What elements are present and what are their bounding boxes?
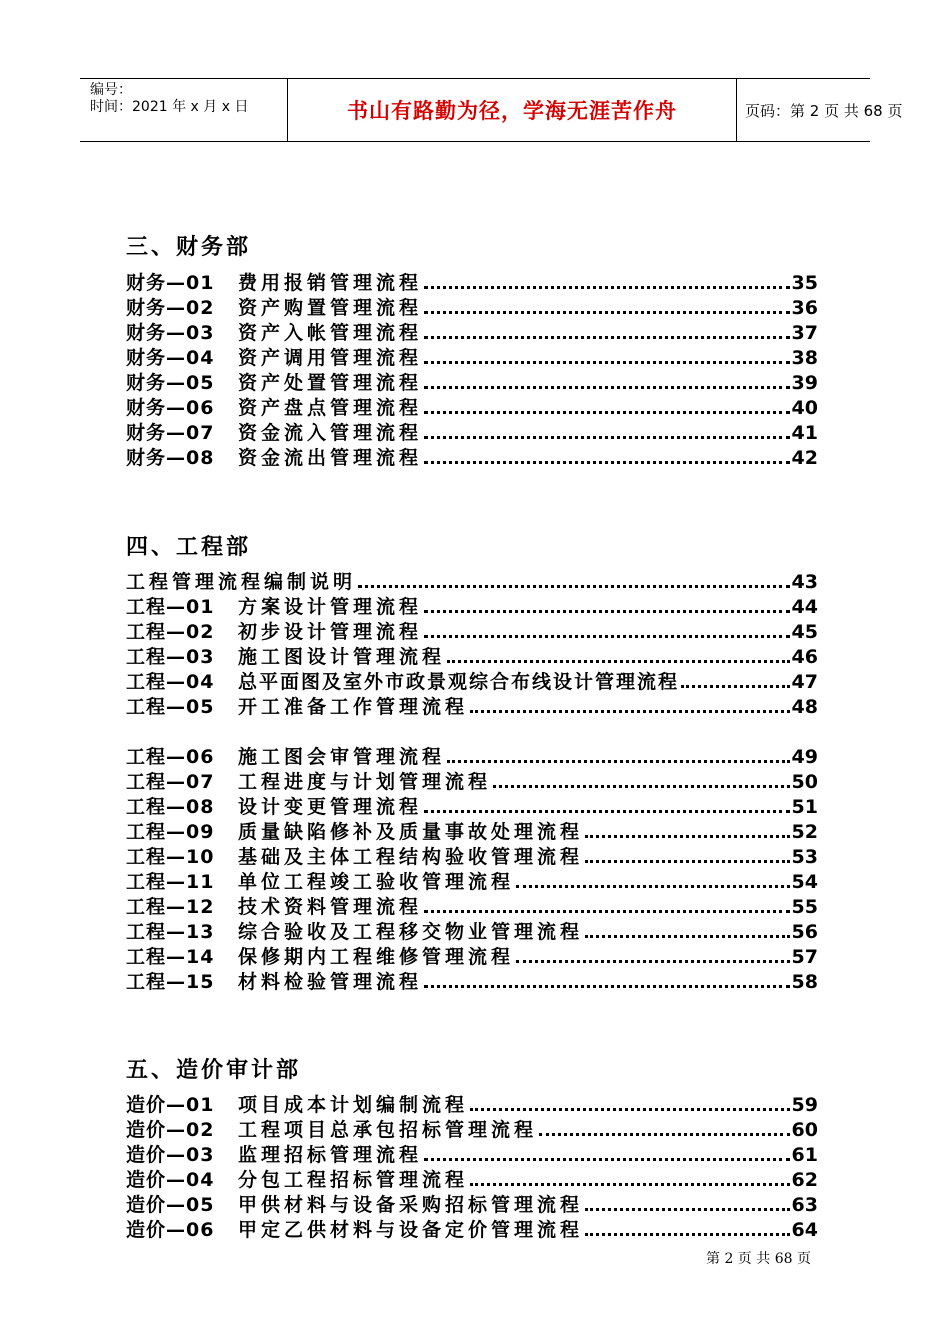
toc-page: 60 <box>791 1119 818 1141</box>
page-header <box>80 78 903 142</box>
toc-page: 64 <box>791 1219 818 1241</box>
toc-entry[interactable] <box>126 595 818 620</box>
toc-code: 工程—10 <box>126 846 215 868</box>
toc-code: 财务—05 <box>126 372 215 394</box>
document-date: 时间：2021 年 x 月 x 日 <box>90 99 249 115</box>
toc-title: 资金流出管理流程 <box>238 447 423 469</box>
toc-title: 方案设计管理流程 <box>238 596 423 618</box>
toc-entry[interactable] <box>126 870 818 895</box>
toc-code: 工程—13 <box>126 921 215 943</box>
toc-code: 工程—11 <box>126 871 215 893</box>
section-heading-cost-audit: 五、造价审计部 <box>126 1057 302 1083</box>
dot-leader <box>585 935 790 938</box>
toc-entry[interactable] <box>126 845 818 870</box>
toc-finance <box>126 271 818 471</box>
dot-leader <box>424 411 790 414</box>
toc-page: 39 <box>791 372 818 394</box>
dot-leader <box>424 810 790 813</box>
toc-entry[interactable] <box>126 1118 818 1143</box>
toc-page: 45 <box>791 621 818 643</box>
toc-code: 财务—04 <box>126 347 215 369</box>
dot-leader <box>585 1233 790 1236</box>
toc-entry[interactable] <box>126 945 818 970</box>
dot-leader <box>424 1158 790 1161</box>
toc-page: 62 <box>791 1169 818 1191</box>
toc-entry[interactable] <box>126 795 818 820</box>
toc-page: 55 <box>791 896 818 918</box>
toc-code: 工程—12 <box>126 896 215 918</box>
toc-code: 造价—06 <box>126 1219 215 1241</box>
toc-title: 工程进度与计划管理流程 <box>238 771 492 793</box>
toc-title: 工程项目总承包招标管理流程 <box>238 1119 538 1141</box>
toc-entry[interactable] <box>126 346 818 371</box>
toc-title: 基础及主体工程结构验收管理流程 <box>238 846 584 868</box>
toc-page: 37 <box>791 322 818 344</box>
dot-leader <box>424 336 790 339</box>
toc-code: 工程—02 <box>126 621 215 643</box>
section-heading-finance: 三、财务部 <box>126 234 252 260</box>
toc-title: 技术资料管理流程 <box>238 896 423 918</box>
dot-leader <box>424 610 790 613</box>
dot-leader <box>424 386 790 389</box>
toc-title: 工程管理流程编制说明 <box>126 571 357 593</box>
toc-title: 甲定乙供材料与设备定价管理流程 <box>238 1219 584 1241</box>
toc-entry[interactable] <box>126 770 818 795</box>
dot-leader <box>424 286 790 289</box>
toc-entry[interactable] <box>126 745 818 770</box>
section-heading-engineering: 四、工程部 <box>126 534 252 560</box>
toc-title: 费用报销管理流程 <box>238 272 423 294</box>
dot-leader <box>447 760 790 763</box>
toc-page: 61 <box>791 1144 818 1166</box>
toc-title: 监理招标管理流程 <box>238 1144 423 1166</box>
dot-leader <box>681 685 790 688</box>
toc-title: 材料检验管理流程 <box>238 971 423 993</box>
toc-page: 46 <box>791 646 818 668</box>
toc-entry[interactable] <box>126 1093 818 1118</box>
toc-entry[interactable] <box>126 820 818 845</box>
dot-leader <box>516 960 790 963</box>
toc-code: 工程—07 <box>126 771 215 793</box>
toc-page: 59 <box>791 1094 818 1116</box>
toc-page: 44 <box>791 596 818 618</box>
dot-leader <box>470 1108 790 1111</box>
toc-entry[interactable] <box>126 620 818 645</box>
toc-code: 造价—05 <box>126 1194 215 1216</box>
toc-page: 36 <box>791 297 818 319</box>
toc-title: 初步设计管理流程 <box>238 621 423 643</box>
toc-title: 总平面图及室外市政景观综合布线设计管理流程 <box>238 671 680 693</box>
toc-entry[interactable] <box>126 1218 818 1243</box>
toc-engineering <box>126 570 818 995</box>
toc-entry[interactable] <box>126 970 818 995</box>
toc-code: 财务—03 <box>126 322 215 344</box>
toc-title: 施工图设计管理流程 <box>238 646 446 668</box>
toc-entry[interactable] <box>126 271 818 296</box>
toc-code: 财务—06 <box>126 397 215 419</box>
dot-leader <box>585 1208 790 1211</box>
toc-page: 38 <box>791 347 818 369</box>
toc-title: 综合验收及工程移交物业管理流程 <box>238 921 584 943</box>
toc-entry[interactable] <box>126 371 818 396</box>
toc-page: 40 <box>791 397 818 419</box>
toc-title: 设计变更管理流程 <box>238 796 423 818</box>
toc-title: 甲供材料与设备采购招标管理流程 <box>238 1194 584 1216</box>
toc-page: 41 <box>791 422 818 444</box>
toc-title: 资产入帐管理流程 <box>238 322 423 344</box>
dot-leader <box>424 311 790 314</box>
toc-code: 工程—03 <box>126 646 215 668</box>
toc-entry[interactable] <box>126 296 818 321</box>
toc-code: 造价—03 <box>126 1144 215 1166</box>
header-motto-cell <box>287 79 737 141</box>
toc-entry[interactable] <box>126 1193 818 1218</box>
dot-leader <box>585 860 790 863</box>
header-meta <box>80 79 285 141</box>
toc-title: 单位工程竣工验收管理流程 <box>238 871 515 893</box>
document-number: 编号： <box>90 82 132 98</box>
dot-leader <box>424 361 790 364</box>
dot-leader <box>470 1183 790 1186</box>
dot-leader <box>493 785 790 788</box>
toc-code: 造价—01 <box>126 1094 215 1116</box>
toc-code: 造价—04 <box>126 1169 215 1191</box>
toc-code: 工程—14 <box>126 946 215 968</box>
toc-page: 54 <box>791 871 818 893</box>
toc-code: 工程—09 <box>126 821 215 843</box>
dot-leader <box>539 1133 790 1136</box>
toc-page: 48 <box>791 696 818 718</box>
toc-code: 工程—08 <box>126 796 215 818</box>
toc-code: 工程—05 <box>126 696 215 718</box>
toc-code: 工程—04 <box>126 671 215 693</box>
toc-entry[interactable] <box>126 421 818 446</box>
toc-entry[interactable] <box>126 1143 818 1168</box>
toc-title: 质量缺陷修补及质量事故处理流程 <box>238 821 584 843</box>
toc-page: 56 <box>791 921 818 943</box>
toc-title: 资产处置管理流程 <box>238 372 423 394</box>
dot-leader <box>424 461 790 464</box>
toc-page: 35 <box>791 272 818 294</box>
spacer <box>126 720 818 745</box>
dot-leader <box>424 635 790 638</box>
page-footer: 第 2 页 共 68 页 <box>706 1251 811 1267</box>
toc-title: 资产购置管理流程 <box>238 297 423 319</box>
toc-entry[interactable] <box>126 321 818 346</box>
header-motto: 书山有路勤为径，学海无涯苦作舟 <box>347 98 677 123</box>
toc-code: 造价—02 <box>126 1119 215 1141</box>
toc-cost-audit <box>126 1093 818 1243</box>
toc-page: 47 <box>791 671 818 693</box>
dot-leader <box>447 660 790 663</box>
dot-leader <box>358 585 790 588</box>
toc-title: 开工准备工作管理流程 <box>238 696 469 718</box>
toc-code: 财务—01 <box>126 272 215 294</box>
toc-code: 工程—15 <box>126 971 215 993</box>
toc-title: 资产盘点管理流程 <box>238 397 423 419</box>
dot-leader <box>470 710 790 713</box>
toc-entry[interactable] <box>126 1168 818 1193</box>
toc-page: 49 <box>791 746 818 768</box>
toc-page: 43 <box>791 571 818 593</box>
toc-page: 58 <box>791 971 818 993</box>
toc-entry[interactable] <box>126 645 818 670</box>
toc-page: 53 <box>791 846 818 868</box>
toc-page: 52 <box>791 821 818 843</box>
toc-entry[interactable] <box>126 670 818 695</box>
toc-page: 50 <box>791 771 818 793</box>
toc-entry[interactable] <box>126 570 818 595</box>
toc-title: 保修期内工程维修管理流程 <box>238 946 515 968</box>
toc-code: 工程—01 <box>126 596 215 618</box>
toc-title: 资金流入管理流程 <box>238 422 423 444</box>
dot-leader <box>424 910 790 913</box>
toc-page: 63 <box>791 1194 818 1216</box>
dot-leader <box>424 436 790 439</box>
dot-leader <box>585 835 790 838</box>
toc-entry[interactable] <box>126 446 818 471</box>
toc-entry[interactable] <box>126 895 818 920</box>
toc-page: 57 <box>791 946 818 968</box>
toc-page: 51 <box>791 796 818 818</box>
dot-leader <box>516 885 790 888</box>
toc-title: 项目成本计划编制流程 <box>238 1094 469 1116</box>
toc-code: 工程—06 <box>126 746 215 768</box>
toc-code: 财务—08 <box>126 447 215 469</box>
header-page-number: 页码：第 2 页 共 68 页 <box>745 101 903 120</box>
toc-title: 资产调用管理流程 <box>238 347 423 369</box>
toc-entry[interactable] <box>126 695 818 720</box>
toc-page: 42 <box>791 447 818 469</box>
dot-leader <box>424 985 790 988</box>
toc-code: 财务—07 <box>126 422 215 444</box>
toc-title: 分包工程招标管理流程 <box>238 1169 469 1191</box>
toc-title: 施工图会审管理流程 <box>238 746 446 768</box>
toc-entry[interactable] <box>126 396 818 421</box>
toc-entry[interactable] <box>126 920 818 945</box>
toc-code: 财务—02 <box>126 297 215 319</box>
